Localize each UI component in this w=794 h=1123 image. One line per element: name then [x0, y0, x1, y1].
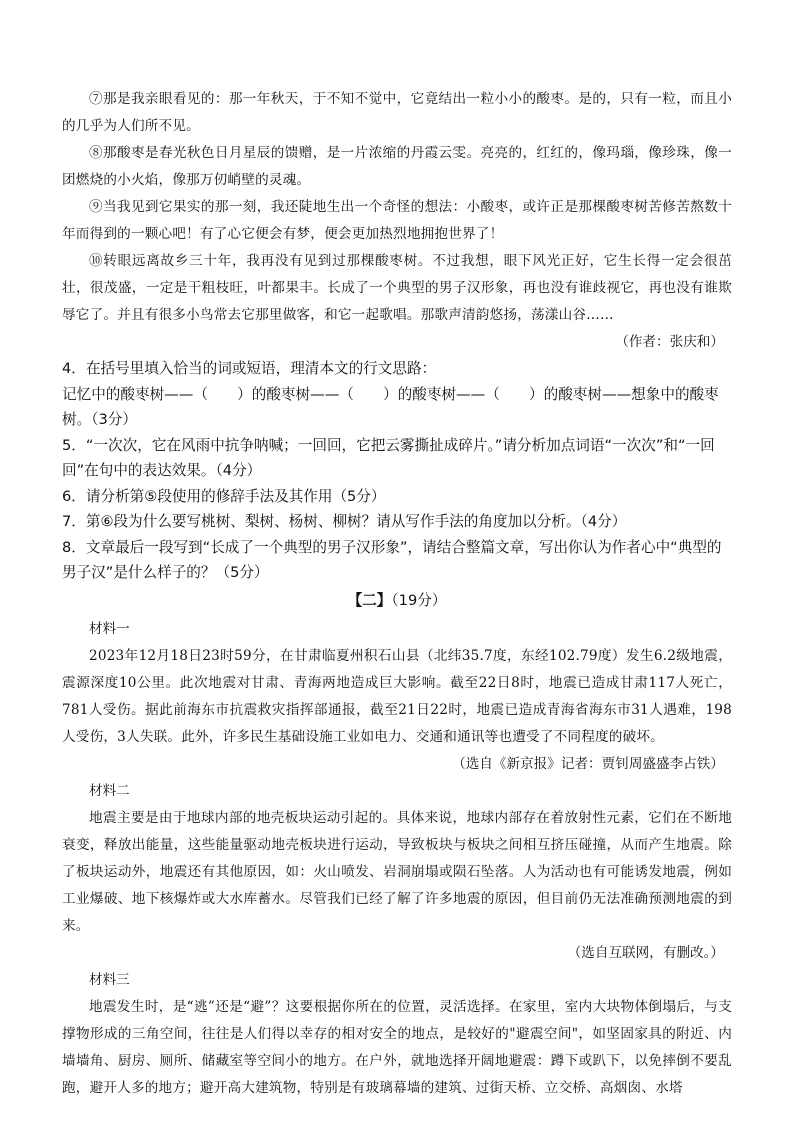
material-2-text: 地震主要是由于地球内部的地壳板块运动引起的。具体来说，地球内部存在着放射性元素，它们在不断地衰变，释放出能量，这些能量驱动地壳板块进行运动，导致板块与板块之间相互挤压碰撞，从而产生地震。除了板块运动外，地震还有其他原因，如：火山喷发、岩洞崩塌或陨石坠落。人为活动也有可能诱发地震，例如工业爆破、地下核爆炸或大水库蓄水。尽管我们已经了解了许多地震的原因，但目前仍无法准确预测地震的到来。 — [62, 809, 732, 934]
article-author: （作者：张庆和） — [615, 334, 724, 350]
article-paragraph-10: ⑩转眼远离故乡三十年，我再没有见到过那棵酸枣树。不过我想，眼下风光正好，它生长得一定会很茁壮，很茂盛，一定是干粗枝旺，叶都果丰。长成了一个典型的男子汉形象，再也没有谁歧视它，再也没有谁欺辱它了。并且有很多小鸟常去它那里做客，和它一起歌唱。那歌声清韵悠扬，荡漾山谷…… — [62, 253, 732, 323]
article-paragraph-9: ⑨当我见到它果实的那一刻，我还陡地生出一个奇怪的想法：小酸枣，或许正是那棵酸枣树苦修苦熬数十年而得到的一颗心吧！有了心它便会有梦，便会更加热烈地拥抱世界了！ — [62, 199, 732, 242]
material-1-label: 材料一 — [89, 620, 130, 637]
question-7: 7．第⑥段为什么要写桃树、梨树、杨树、柳树？请从写作手法的角度加以分析。（4分） — [62, 513, 627, 530]
question-4-prompt: 4．在括号里填入恰当的词或短语，理清本文的行文思路： — [62, 360, 437, 377]
material-2-label: 材料二 — [89, 782, 130, 799]
section-2-heading — [62, 586, 732, 616]
article-paragraph-7: ⑦那是我亲眼看见的：那一年秋天，于不知不觉中，它竟结出一粒小小的酸枣。是的，只有一粒，而且小的几乎为人们所不见。 — [62, 91, 732, 134]
material-3-text: 地震发生时，是“逃”还是“避”？这要根据你所在的位置，灵活选择。在家里，室内大块物体倒塌后，与支撑物形成的三角空间，往往是人们得以幸存的相对安全的地点，是较好的"避震空间"，如坚固家具的附近、内墙墙角、厨房、厕所、储藏室等空间小的地方。在户外，就地选择开阔地避震：蹲下或趴下，以免摔倒不要乱跑，避开人多的地方；避开高大建筑物，特别是有玻璃幕墙的建筑、过街天桥、立交桥、高烟囱、水塔 — [62, 998, 732, 1096]
article-paragraph-8: ⑧那酸枣是春光秋色日月星辰的馈赠，是一片浓缩的丹霞云雯。亮亮的，红红的，像玛瑙，像珍珠，像一团燃烧的小火焰，像那万仞峭壁的灵魂。 — [62, 145, 732, 188]
material-3-label: 材料三 — [89, 971, 130, 988]
question-6: 6．请分析第⑤段使用的修辞手法及其作用（5分） — [62, 487, 386, 505]
material-2-source: （选自互联网，有删改。） — [567, 944, 724, 961]
question-8: 8．文章最后一段写到“长成了一个典型的男子汉形象”，请结合整篇文章，写出你认为作者心中“典型的男子汉”是什么样子的？（5分） — [62, 538, 722, 581]
question-4-blanks: 记忆中的酸枣树——（ ）的酸枣树——（ ）的酸枣树——（ ）的酸枣树——想象中的酸枣树。（3分） — [62, 385, 719, 428]
question-5: 5．“一次次，它在风雨中抗争呐喊；一回回，它把云雾撕扯成碎片。”请分析加点词语“一次次”和“一回回”在句中的表达效果。（4分） — [62, 436, 715, 479]
section-2-title: 【二】 — [347, 591, 392, 609]
material-1-source: （选自《新京报》记者：贾钊周盛盛李占铁） — [452, 755, 724, 772]
section-2-points: （19分） — [391, 591, 447, 609]
material-1-text: 2023年12月18日23时59分，在甘肃临夏州积石山县（北纬35.7度，东经102.79度）发生6.2级地震，震源深度10公里。此次地震对甘肃、青海两地造成巨大影响。截至22日8时，地震已造成甘肃117人死亡，781人受伤。据此前海东市抗震救灾指挥部通报，截至21日22时，地震已造成青海省海东市31人遇难，198人受伤，3人失联。此外，许多民生基础设施工业如电力、交通和通讯等也遭受了不同程度的破坏。 — [62, 647, 732, 745]
